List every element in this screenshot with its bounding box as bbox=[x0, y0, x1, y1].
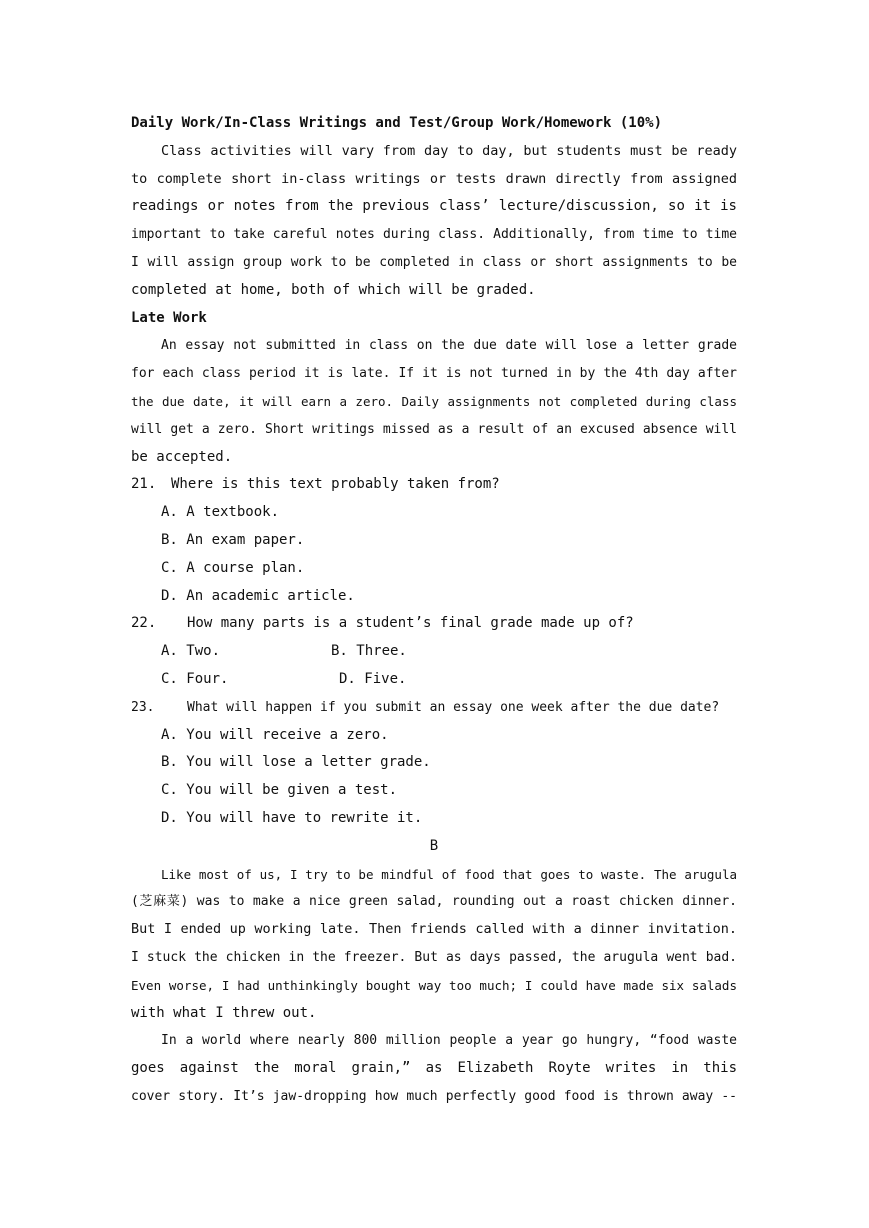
paragraph-line: will get a zero. Short writings missed as a result of an excused absence will bbox=[131, 421, 737, 437]
paragraph-line: I will assign group work to be completed in class or short assignments to be bbox=[131, 254, 737, 270]
paragraph-line: In a world where nearly 800 million people a year go hungry, “food waste bbox=[161, 1033, 737, 1049]
answer-option[interactable]: A. A textbook. bbox=[161, 504, 280, 521]
paragraph-line: important to take careful notes during class. Additionally, from time to time bbox=[131, 227, 737, 243]
paragraph-line: Class activities will vary from day to day, but students must be ready bbox=[161, 142, 737, 159]
answer-option[interactable]: A. Two. bbox=[161, 643, 221, 660]
paragraph-line: Like most of us, I try to be mindful of food that goes to waste. The arugula bbox=[161, 866, 737, 882]
paragraph-line: Even worse, I had unthinkingly bought way too much; I could have made six salads bbox=[131, 977, 737, 993]
question-number: 21. bbox=[131, 476, 157, 493]
answer-option[interactable]: D. An academic article. bbox=[161, 587, 355, 604]
answer-option[interactable]: C. A course plan. bbox=[161, 559, 305, 576]
paragraph-line: be accepted. bbox=[131, 448, 233, 465]
question-23 bbox=[131, 694, 737, 722]
answer-row bbox=[131, 638, 737, 666]
paragraph-line: completed at home, both of which will be graded. bbox=[131, 281, 536, 298]
question-22 bbox=[131, 610, 737, 638]
question-text: Where is this text probably taken from? bbox=[171, 476, 500, 493]
answer-option[interactable]: B. An exam paper. bbox=[161, 531, 305, 548]
paragraph-line: readings or notes from the previous class’ lecture/discussion, so it is bbox=[131, 198, 737, 215]
paragraph-line: the due date, it will earn a zero. Daily assignments not completed during class bbox=[131, 393, 737, 409]
paragraph-line: But I ended up working late. Then friends called with a dinner invitation. bbox=[131, 921, 737, 938]
answer-option[interactable]: B. Three. bbox=[331, 643, 407, 660]
question-number: 23. bbox=[131, 699, 155, 715]
paragraph-line: An essay not submitted in class on the due date will lose a letter grade bbox=[161, 338, 737, 354]
answer-row bbox=[131, 666, 737, 694]
paragraph-line: I stuck the chicken in the freezer. But as days passed, the arugula went bad. bbox=[131, 949, 737, 965]
question-text: What will happen if you submit an essay one week after the due date? bbox=[187, 699, 720, 715]
paragraph-line: for each class period it is late. If it is not turned in by the 4th day after bbox=[131, 366, 737, 382]
question-text: How many parts is a student’s final grade made up of? bbox=[187, 615, 634, 632]
paragraph-line: (芝麻菜) was to make a nice green salad, rounding out a roast chicken dinner. bbox=[131, 894, 737, 910]
question-21 bbox=[131, 471, 737, 499]
section-heading: Daily Work/In-Class Writings and Test/Group Work/Homework (10%) bbox=[131, 115, 663, 131]
answer-option[interactable]: B. You will lose a letter grade. bbox=[161, 754, 431, 771]
paragraph-line: cover story. It’s jaw-dropping how much perfectly good food is thrown away -- bbox=[131, 1088, 737, 1104]
section-heading: Late Work bbox=[131, 309, 207, 326]
answer-option[interactable]: D. You will have to rewrite it. bbox=[161, 809, 423, 826]
paragraph-line: to complete short in-class writings or tests drawn directly from assigned bbox=[131, 170, 737, 187]
answer-option[interactable]: C. Four. bbox=[161, 670, 229, 687]
answer-option[interactable]: A. You will receive a zero. bbox=[161, 726, 389, 743]
question-number: 22. bbox=[131, 615, 157, 632]
answer-option[interactable]: D. Five. bbox=[339, 670, 407, 687]
answer-option[interactable]: C. You will be given a test. bbox=[161, 782, 398, 799]
document-page bbox=[131, 110, 737, 1111]
paragraph-line: goes against the moral grain,” as Elizabeth Royte writes in this bbox=[131, 1060, 737, 1077]
section-label: B bbox=[429, 837, 439, 854]
paragraph-line: with what I threw out. bbox=[131, 1004, 317, 1021]
